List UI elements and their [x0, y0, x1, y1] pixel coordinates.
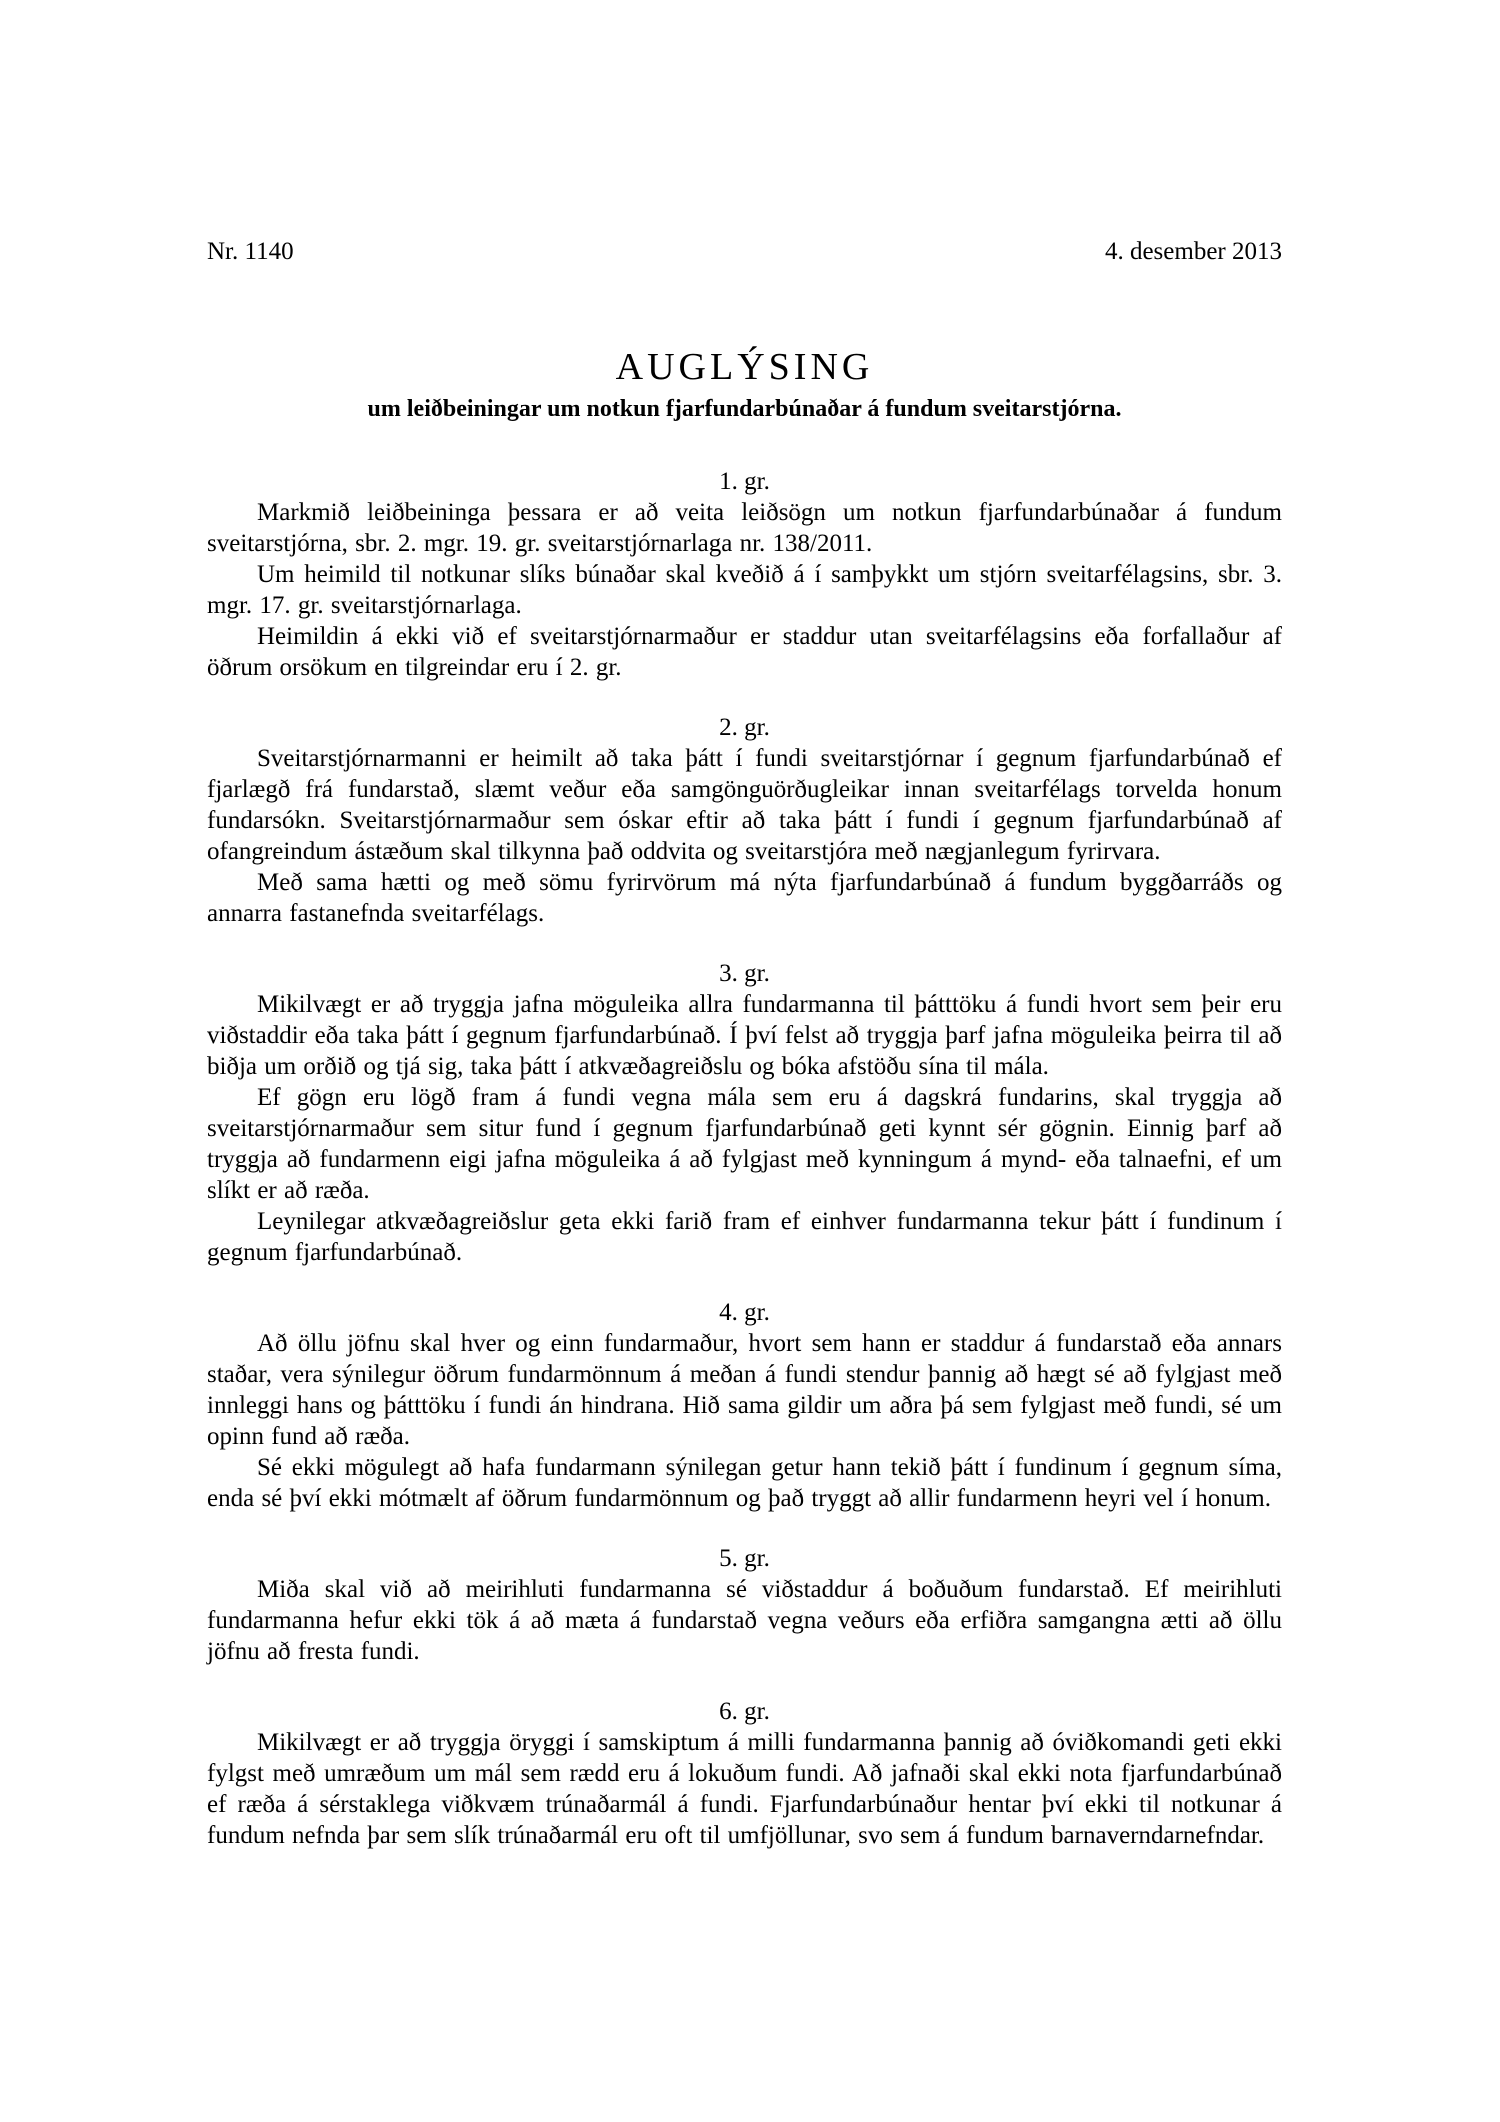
publication-date: 4. desember 2013 — [1104, 238, 1282, 265]
section-heading: 3. gr. — [719, 960, 770, 987]
section-paragraph: Sé ekki mögulegt að hafa fundarmann sýnilegan getur hann tekið þátt í fundinum í gegnum síma, enda sé því ekki mótmælt af öðrum fundarmönnum og það tryggt að allir fundarmenn heyri vel í honum. — [207, 1454, 1282, 1512]
section-paragraph: Mikilvægt er að tryggja jafna möguleika allra fundarmanna til þátttöku á fundi hvort sem þeir eru viðstaddir eða taka þátt í gegnum fjarfundarbúnað. Í því felst að tryggja þarf jafna möguleika þeirra til að biðja um orðið og tjá sig, taka þátt í atkvæðagreiðslu og bóka afstöðu sína til mála. — [207, 991, 1282, 1080]
section-heading: 2. gr. — [719, 714, 770, 741]
section-heading: 4. gr. — [719, 1299, 770, 1326]
article-section-2 — [207, 712, 1282, 929]
section-paragraph: Með sama hætti og með sömu fyrirvörum má nýta fjarfundarbúnað á fundum byggðarráðs og annarra fastanefnda sveitarfélags. — [207, 869, 1282, 927]
article-section-6 — [207, 1696, 1282, 1851]
section-paragraph: Ef gögn eru lögð fram á fundi vegna mála sem eru á dagskrá fundarins, skal tryggja að sveitarstjórnarmaður sem situr fund í gegnum fjarfundarbúnað geti kynnt sér gögnin. Einnig þarf að tryggja að fundarmenn eigi jafna möguleika á að fylgjast með kynningum á mynd- eða talnaefni, ef um slíkt er að ræða. — [207, 1084, 1282, 1204]
section-paragraph: Mikilvægt er að tryggja öryggi í samskiptum á milli fundarmanna þannig að óviðkomandi geti ekki fylgst með umræðum um mál sem rædd eru á lokuðum fundi. Að jafnaði skal ekki nota fjarfundarbúnað ef ræða á sérstaklega viðkvæm trúnaðarmál á fundi. Fjarfundarbúnaður hentar því ekki til notkunar á fundum nefnda þar sem slík trúnaðarmál eru oft til umfjöllunar, svo sem á fundum barnaverndarnefndar. — [207, 1729, 1282, 1849]
section-heading: 6. gr. — [719, 1698, 770, 1725]
section-paragraph: Að öllu jöfnu skal hver og einn fundarmaður, hvort sem hann er staddur á fundarstað eða annars staðar, vera sýnilegur öðrum fundarmönnum á meðan á fundi stendur þannig að hægt sé að fylgjast með innleggi hans og þátttöku í fundi án hindrana. Hið sama gildir um aðra þá sem fylgjast með fundi, sé um opinn fund að ræða. — [207, 1330, 1282, 1450]
article-section-1 — [207, 466, 1282, 683]
section-paragraph: Leynilegar atkvæðagreiðslur geta ekki farið fram ef einhver fundarmanna tekur þátt í fundinum í gegnum fjarfundarbúnað. — [207, 1208, 1282, 1266]
article-section-3 — [207, 958, 1282, 1268]
document-header — [207, 236, 1282, 267]
page-subtitle: um leiðbeiningar um notkun fjarfundarbúnaðar á fundum sveitarstjórna. — [367, 396, 1122, 422]
section-paragraph: Um heimild til notkunar slíks búnaðar skal kveðið á í samþykkt um stjórn sveitarfélagsins, sbr. 3. mgr. 17. gr. sveitarstjórnarlaga. — [207, 561, 1282, 619]
section-paragraph: Miða skal við að meirihluti fundarmanna sé viðstaddur á boðuðum fundarstað. Ef meirihluti fundarmanna hefur ekki tök á að mæta á fundarstað vegna veðurs eða erfiðra samgangna ætti að öllu jöfnu að fresta fundi. — [207, 1576, 1282, 1665]
section-paragraph: Heimildin á ekki við ef sveitarstjórnarmaður er staddur utan sveitarfélagsins eða forfallaður af öðrum orsökum en tilgreindar eru í 2. gr. — [207, 623, 1282, 681]
section-paragraph: Markmið leiðbeininga þessara er að veita leiðsögn um notkun fjarfundarbúnaðar á fundum sveitarstjórna, sbr. 2. mgr. 19. gr. sveitarstjórnarlaga nr. 138/2011. — [207, 499, 1282, 557]
section-paragraph: Sveitarstjórnarmanni er heimilt að taka þátt í fundi sveitarstjórnar í gegnum fjarfundarbúnað ef fjarlægð frá fundarstað, slæmt veður eða samgönguörðugleikar innan sveitarfélags torvelda honum fundarsókn. Sveitarstjórnarmaður sem óskar eftir að taka þátt í fundi í gegnum fjarfundarbúnað af ofangreindum ástæðum skal tilkynna það oddvita og sveitarstjóra með nægjanlegum fyrirvara. — [207, 745, 1282, 865]
article-section-4 — [207, 1297, 1282, 1514]
section-heading: 1. gr. — [719, 468, 770, 495]
regulation-number: Nr. 1140 — [207, 238, 294, 265]
article-section-5 — [207, 1543, 1282, 1667]
document-sections — [207, 466, 1282, 1851]
page-title: AUGLÝSING — [615, 346, 874, 388]
section-heading: 5. gr. — [719, 1545, 770, 1572]
